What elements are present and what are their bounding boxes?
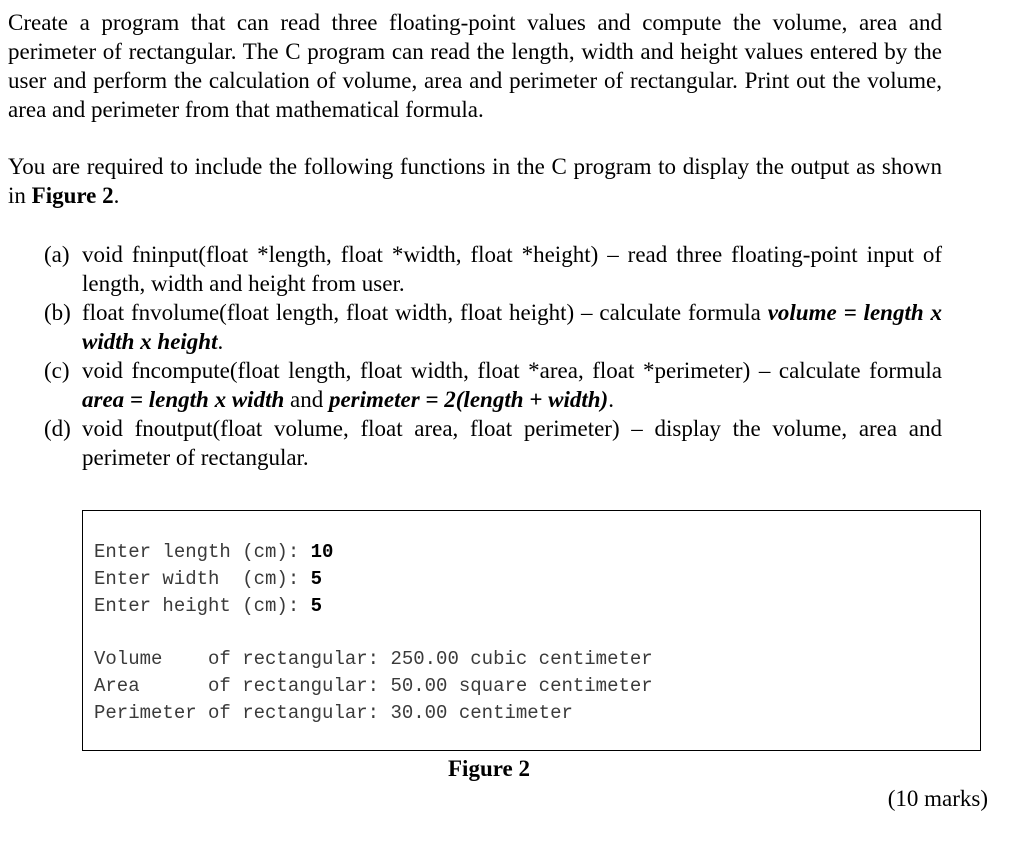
item-text — [82, 298, 942, 356]
item-text — [82, 356, 942, 414]
marks-label: (10 marks) — [887, 786, 988, 811]
prompt-label: Enter length (cm): — [94, 541, 311, 563]
console-line — [94, 593, 980, 620]
figure-caption: Figure 2 — [448, 756, 530, 781]
requirement-end: . — [113, 183, 120, 208]
item-text: void fninput(float *length, float *width, float *height) – read three floating-point input of length, width and height from user. — [82, 242, 942, 296]
item-text: void fnoutput(float volume, float area, float perimeter) – display the volume, area and perimeter of rectangular. — [82, 416, 942, 470]
console-line — [94, 566, 980, 593]
item-letter: (b) — [44, 300, 71, 325]
console-output-figure — [82, 510, 981, 751]
user-input-value: 5 — [310, 595, 323, 617]
list-item-d — [8, 414, 942, 472]
perimeter-formula: perimeter = 2(length + width) — [328, 387, 609, 412]
figure-reference: Figure 2 — [31, 183, 114, 208]
list-item-b — [8, 298, 942, 356]
prompt-label: Enter width (cm): — [94, 568, 311, 590]
requirement-text: You are required to include the following functions in the C program to display the output as shown in — [8, 154, 942, 208]
intro-paragraph: Create a program that can read three floating-point values and compute the volume, area and perimeter of rectangular. The C program can read the length, width and height values entered by the user and perform the calculation of volume, area and perimeter of rectangular. Print out the volume, area and perimeter from that mathematical formula. — [8, 10, 942, 122]
list-item-a — [8, 240, 942, 298]
volume-formula: volume = length x width x height — [82, 300, 942, 354]
item-connector: and — [284, 387, 329, 412]
question-text — [8, 8, 942, 472]
user-input-value: 5 — [310, 568, 323, 590]
item-description: void fncompute(float length, float width, float *area, float *perimeter) – calculate formula — [82, 358, 942, 383]
requirement-paragraph — [8, 152, 942, 210]
item-letter: (a) — [44, 242, 70, 267]
item-end: . — [217, 329, 224, 354]
function-list — [8, 240, 942, 472]
console-line — [94, 539, 980, 566]
area-formula: area = length x width — [82, 387, 285, 412]
console-result-line: Volume of rectangular: 250.00 cubic centimeter — [94, 648, 653, 670]
item-description: float fnvolume(float length, float width, float height) – calculate formula — [82, 300, 768, 325]
console-result-line: Perimeter of rectangular: 30.00 centimeter — [94, 702, 573, 724]
item-letter: (c) — [44, 358, 70, 383]
console-blank-line — [94, 620, 980, 646]
user-input-value: 10 — [310, 541, 334, 563]
list-item-c — [8, 356, 942, 414]
prompt-label: Enter height (cm): — [94, 595, 311, 617]
item-letter: (d) — [44, 416, 71, 441]
console-result-line: Area of rectangular: 50.00 square centimeter — [94, 675, 653, 697]
item-end: . — [608, 387, 614, 412]
